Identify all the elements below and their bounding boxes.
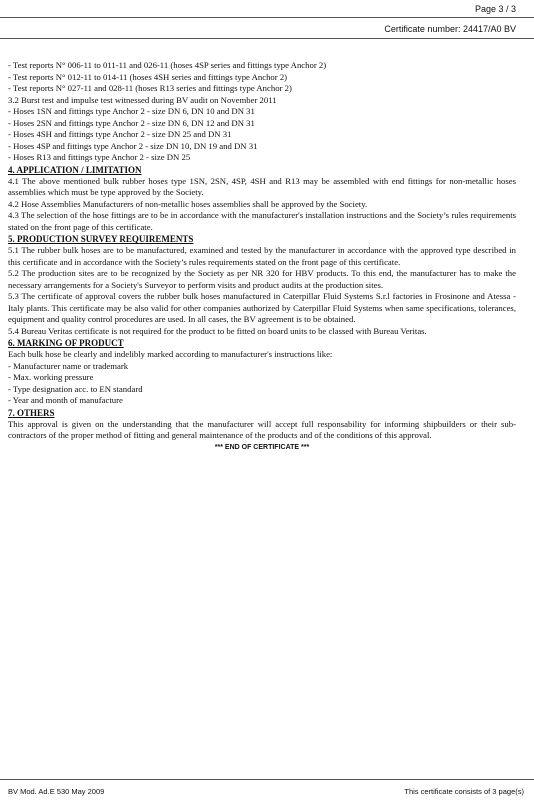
marking-item: - Year and month of manufacture: [8, 395, 123, 405]
section-7-paragraph: This approval is given on the understanding that the manufacturer will accept full responsability for informing shipbuilders or their sub-contractors of the proper method of fitting and general maintenance of the products and of the conditions of this approval.: [8, 418, 516, 440]
section-6-heading: 6. MARKING OF PRODUCT: [8, 338, 124, 348]
section-4-paragraph: 4.3 The selection of the hose fittings are to be in accordance with the manufacturer's installation instructions and the Society’s rules requirements stated on the front page of this certificate.: [8, 210, 516, 232]
marking-item: - Type designation acc. to EN standard: [8, 383, 143, 394]
intro-line: - Hoses 4SP and fittings type Anchor 2 - size DN 10, DN 19 and DN 31: [8, 140, 258, 151]
header-rule-bottom: [0, 38, 534, 39]
end-of-certificate: *** END OF CERTIFICATE ***: [214, 443, 310, 451]
footer-form-reference: BV Mod. Ad.E 530 May 2009: [8, 787, 105, 796]
section-5-paragraph: 5.1 The rubber bulk hoses are to be manufactured, examined and tested by the manufacturer in accordance with the approved type described in this certificate and in accordance with the Society’s rules requirements stated on the front page of this certificate.: [8, 245, 516, 267]
intro-line: - Hoses 4SH and fittings type Anchor 2 - size DN 25 and DN 31: [8, 129, 232, 139]
section-6-intro: Each bulk hose be clearly and indelibly marked according to manufacturer's instructions like:: [8, 349, 333, 359]
header-rule-top: [0, 17, 534, 18]
intro-line: - Hoses 1SN and fittings type Anchor 2 - size DN 6, DN 10 and DN 31: [8, 106, 255, 116]
footer-rule: [0, 779, 534, 780]
section-4-paragraph: 4.2 Hose Assemblies Manufacturers of non-metallic hoses assemblies shall be approved by the Society.: [8, 198, 368, 209]
certificate-body: [8, 60, 516, 453]
page-number: Page 3 / 3: [474, 4, 516, 14]
intro-line: - Test reports N° 027-11 and 028-11 (hoses R13 series and fittings type Anchor 2): [8, 83, 292, 93]
intro-line: - Hoses R13 and fittings type Anchor 2 - size DN 25: [8, 152, 191, 162]
section-5-heading: 5. PRODUCTION SURVEY REQUIREMENTS: [8, 234, 194, 244]
section-4-heading: 4. APPLICATION / LIMITATION: [8, 164, 142, 175]
section-7-heading: 7. OTHERS: [8, 407, 55, 418]
certificate-number: Certificate number: 24417/A0 BV: [384, 24, 516, 34]
section-5-paragraph: 5.3 The certificate of approval covers the rubber bulk hoses manufactured in Caterpillar Fluid Systems S.r.l factories in Frosinone and Atessa - Italy plants. This certificate may be also valid for other companies authorized by Caterpillar Fluid Systems when same specifications, tolerances, equipment and quality control procedures are used. In all cases, the BV agreement is to be obtained.: [8, 291, 516, 324]
section-5-paragraph: 5.2 The production sites are to be recognized by the Society as per NR 320 for HBV products. To this end, the manufacturer has to make the necessary arrangements for a Society's Surveyor to perform visits and product audits at the production sites.: [8, 268, 516, 290]
marking-item: - Max. working pressure: [8, 372, 94, 382]
intro-line: - Test reports N° 012-11 to 014-11 (hoses 4SH series and fittings type Anchor 2): [8, 71, 288, 82]
intro-line: - Test reports N° 006-11 to 011-11 and 026-11 (hoses 4SP series and fittings type Anchor 2): [8, 60, 327, 70]
marking-item: - Manufacturer name or trademark: [8, 360, 129, 371]
intro-line: - Hoses 2SN and fittings type Anchor 2 - size DN 6, DN 12 and DN 31: [8, 117, 255, 128]
intro-line: 3.2 Burst test and impulse test witnessed during BV audit on November 2011: [8, 94, 277, 105]
footer-page-count: This certificate consists of 3 page(s): [404, 787, 524, 796]
section-5-paragraph: 5.4 Bureau Veritas certificate is not required for the product to be fitted on board units to be classed with Bureau Veritas.: [8, 325, 427, 336]
section-4-paragraph: 4.1 The above mentioned bulk rubber hoses type 1SN, 2SN, 4SP, 4SH and R13 may be assembled with end fittings for non-metallic hoses assemblies which must be type approved by the Society.: [8, 175, 516, 197]
